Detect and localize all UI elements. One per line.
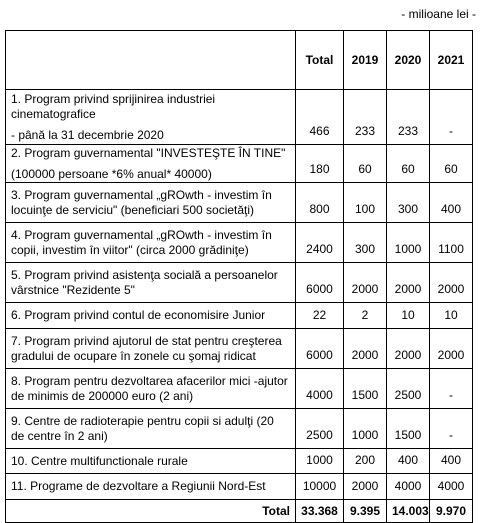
row-2021: - — [430, 369, 473, 409]
row-2021: 60 — [430, 145, 473, 183]
program-line: 5. Program privind asistenţa socială a persoanelor vârstnice "Rezidente 5" — [11, 267, 278, 297]
header-row — [6, 31, 473, 90]
row-2021: - — [430, 90, 473, 145]
program-name — [6, 145, 296, 183]
row-2019: 2000 — [344, 474, 387, 500]
row-total: 180 — [296, 145, 344, 183]
program-line: 6. Program privind contul de economisire Junior — [11, 308, 266, 322]
row-2021: - — [430, 409, 473, 449]
total-row — [6, 500, 473, 523]
program-name — [6, 369, 296, 409]
table-row — [6, 90, 473, 145]
row-2020: 233 — [387, 90, 430, 145]
program-name — [6, 449, 296, 474]
row-2020: 60 — [387, 145, 430, 183]
row-2019: 1000 — [344, 409, 387, 449]
program-name — [6, 409, 296, 449]
program-name — [6, 263, 296, 303]
header-2021: 2021 — [430, 31, 473, 90]
row-2020: 2500 — [387, 369, 430, 409]
row-total: 22 — [296, 303, 344, 329]
table-row — [6, 449, 473, 474]
row-total: 6000 — [296, 329, 344, 369]
row-2020: 2000 — [387, 263, 430, 303]
row-2021: 400 — [430, 183, 473, 223]
row-2019: 200 — [344, 449, 387, 474]
row-2020: 4000 — [387, 474, 430, 500]
row-2019: 2 — [344, 303, 387, 329]
program-name — [6, 183, 296, 223]
table-row — [6, 474, 473, 500]
total-label: Total — [6, 500, 296, 523]
total-2020: 14.003 — [387, 500, 430, 523]
total-2019: 9.395 — [344, 500, 387, 523]
programs-table — [5, 30, 473, 523]
row-2019: 2000 — [344, 329, 387, 369]
row-total: 6000 — [296, 263, 344, 303]
row-total: 466 — [296, 90, 344, 145]
row-2019: 233 — [344, 90, 387, 145]
table-row — [6, 223, 473, 263]
table-row — [6, 183, 473, 223]
header-2020: 2020 — [387, 31, 430, 90]
row-2021: 400 — [430, 449, 473, 474]
unit-note: - milioane lei - — [401, 7, 476, 21]
header-2019: 2019 — [344, 31, 387, 90]
table-row — [6, 263, 473, 303]
row-total: 800 — [296, 183, 344, 223]
row-total: 1000 — [296, 449, 344, 474]
row-2021: 2000 — [430, 263, 473, 303]
table-row — [6, 303, 473, 329]
row-2020: 2000 — [387, 329, 430, 369]
row-2020: 1500 — [387, 409, 430, 449]
program-name — [6, 303, 296, 329]
program-line: 11. Programe de dezvoltare a Regiunii Nord-Est — [11, 479, 266, 493]
row-2021: 10 — [430, 303, 473, 329]
total-sum: 33.368 — [296, 500, 344, 523]
table-row — [6, 409, 473, 449]
table-row — [6, 145, 473, 183]
program-line: 3. Program guvernamental „gROwth - investim în locuinţe de serviciu" (beneficiari 500 societăţi) — [11, 187, 272, 217]
row-2020: 1000 — [387, 223, 430, 263]
program-line: 7. Program privind ajutorul de stat pentru creşterea gradului de ocupare în zonele cu şomaj ridicat — [11, 333, 282, 363]
row-2019: 2000 — [344, 263, 387, 303]
row-2019: 1500 — [344, 369, 387, 409]
program-line: 10. Centre multifunctionale rurale — [11, 453, 188, 468]
program-name — [6, 223, 296, 263]
program-name — [6, 90, 296, 145]
row-2019: 300 — [344, 223, 387, 263]
program-line: 4. Program guvernamental „gROwth - investim în copii, investim în viitor" (circa 2000 grădiniţe) — [11, 227, 272, 257]
row-2021: 4000 — [430, 474, 473, 500]
program-line: 9. Centre de radioterapie pentru copii si adulţi (20 de centre în 2 ani) — [11, 413, 274, 443]
row-2021: 2000 — [430, 329, 473, 369]
row-total: 4000 — [296, 369, 344, 409]
program-line: - până la 31 decembrie 2020 — [11, 127, 164, 142]
row-total: 2400 — [296, 223, 344, 263]
program-line: (100000 persoane *6% anual* 40000) — [11, 166, 212, 181]
table-row — [6, 329, 473, 369]
row-total: 10000 — [296, 474, 344, 500]
total-2021: 9.970 — [430, 500, 473, 523]
row-2021: 1100 — [430, 223, 473, 263]
header-total: Total — [296, 31, 344, 90]
header-program — [6, 31, 296, 90]
row-2020: 10 — [387, 303, 430, 329]
program-name — [6, 474, 296, 500]
row-total: 2500 — [296, 409, 344, 449]
program-line: 1. Program privind sprijinirea industriei cinematografice — [11, 91, 216, 121]
program-line: 8. Program pentru dezvoltarea afacerilor mici -ajutor de minimis de 200000 euro (2 ani) — [11, 373, 288, 403]
row-2019: 60 — [344, 145, 387, 183]
program-line: 2. Program guvernamental "INVESTEŞTE ÎN TINE" — [11, 145, 286, 160]
row-2020: 300 — [387, 183, 430, 223]
program-name — [6, 329, 296, 369]
table-row — [6, 369, 473, 409]
row-2020: 400 — [387, 449, 430, 474]
row-2019: 100 — [344, 183, 387, 223]
